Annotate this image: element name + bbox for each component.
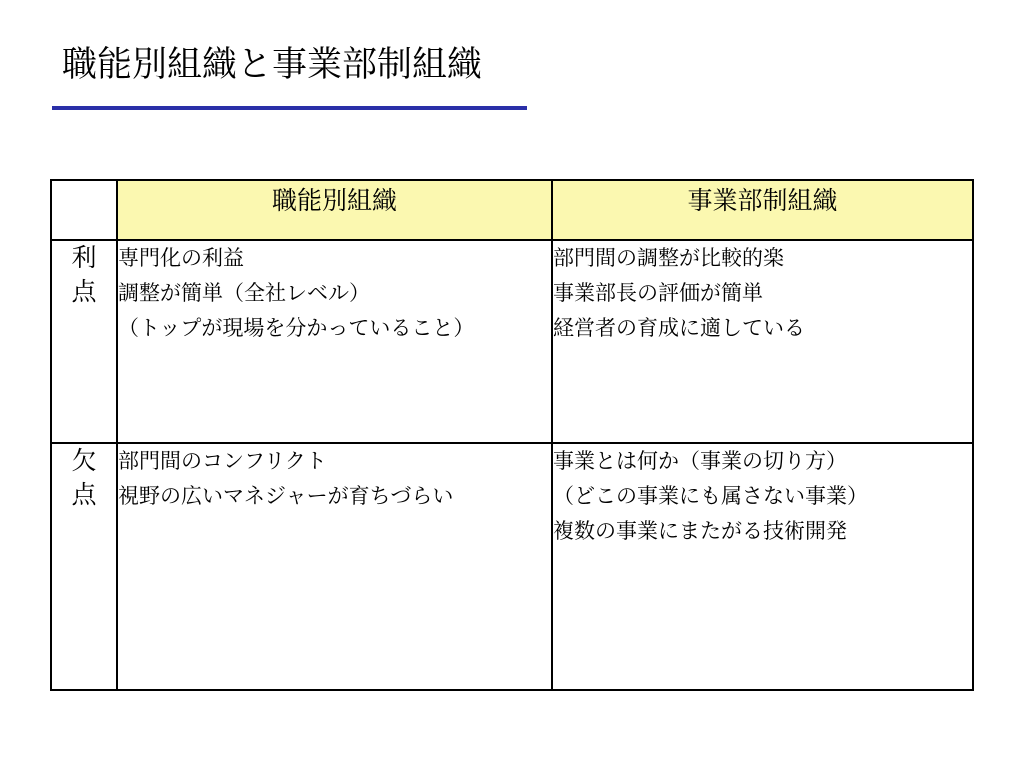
header-divisional: 事業部制組織 (552, 180, 973, 240)
cell-line: （どこの事業にも属さない事業） (553, 484, 868, 509)
cell-divisional-advantages (552, 240, 973, 443)
cell-line: 事業部長の評価が簡単 (553, 281, 763, 306)
cell-line: 視野の広いマネジャーが育ちづらい (118, 484, 454, 509)
cell-line: 事業とは何か（事業の切り方） (553, 449, 847, 474)
row-label-char: 欠 (71, 446, 97, 476)
row-label-char: 点 (71, 480, 97, 510)
row-label-advantages (51, 240, 117, 443)
corner-cell (51, 180, 117, 240)
cell-line: 部門間の調整が比較的楽 (553, 246, 784, 271)
cell-line: 専門化の利益 (118, 246, 244, 271)
slide-title: 職能別組織と事業部制組織 (62, 45, 483, 85)
row-label-char: 利 (71, 243, 97, 273)
row-label-char: 点 (71, 277, 97, 307)
cell-divisional-disadvantages (552, 443, 973, 690)
cell-line: 複数の事業にまたがる技術開発 (553, 519, 847, 544)
cell-line: 部門間のコンフリクト (118, 449, 327, 474)
cell-functional-advantages (117, 240, 552, 443)
cell-line: 経営者の育成に適している (553, 316, 805, 341)
header-functional: 職能別組織 (117, 180, 552, 240)
cell-functional-disadvantages (117, 443, 552, 690)
row-label-disadvantages (51, 443, 117, 690)
table-header-row (51, 180, 973, 240)
title-underline (52, 106, 527, 110)
comparison-table (50, 179, 974, 691)
cell-line: 調整が簡単（全社レベル） (118, 281, 370, 306)
table-row-advantages (51, 240, 973, 443)
table-row-disadvantages (51, 443, 973, 690)
cell-line: （トップが現場を分かっていること） (118, 316, 475, 341)
